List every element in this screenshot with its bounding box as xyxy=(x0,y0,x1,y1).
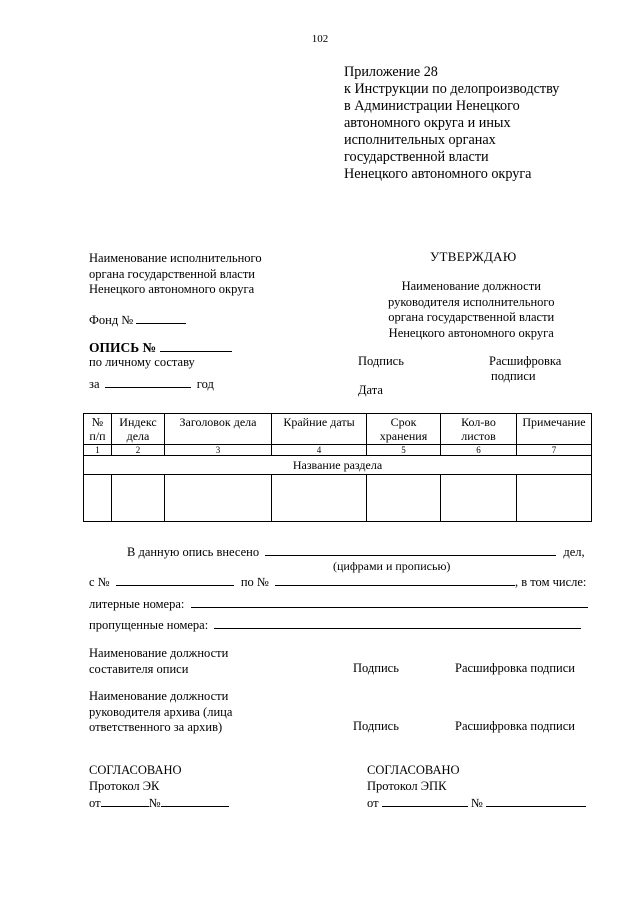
compiler-signature-label: Подпись xyxy=(353,661,399,675)
org-line: органа государственной власти xyxy=(89,266,255,281)
year-blank[interactable] xyxy=(105,375,191,388)
approval-line: руководителя исполнительного xyxy=(388,294,555,309)
agreed-left-number-blank[interactable] xyxy=(161,794,229,807)
agreed-left-title: СОГЛАСОВАНО xyxy=(89,763,182,777)
to-label: по № xyxy=(240,575,269,589)
table-cell[interactable] xyxy=(517,475,592,522)
compiler-position xyxy=(89,646,228,677)
fond-number-blank[interactable] xyxy=(136,311,186,324)
org-line: Наименование исполнительного xyxy=(89,251,262,265)
from-number-blank[interactable] xyxy=(116,573,234,586)
column-number: 5 xyxy=(367,445,441,456)
entered-count-blank[interactable] xyxy=(265,543,556,556)
archive-signature-label: Подпись xyxy=(353,719,399,733)
header-cell-title: Заголовок дела xyxy=(165,414,272,445)
agreed-right-protocol: Протокол ЭПК xyxy=(367,779,447,793)
letter-numbers-label: литерные номера: xyxy=(89,597,185,611)
table-cell[interactable] xyxy=(165,475,272,522)
year-prefix: за xyxy=(89,377,100,391)
column-number: 4 xyxy=(272,445,367,456)
skipped-numbers-label: пропущенные номера: xyxy=(89,618,209,632)
cases-suffix: дел, xyxy=(563,545,585,559)
appendix-line: автономного округа и иных xyxy=(344,115,511,131)
agreed-right-date-field xyxy=(367,794,586,811)
compiler-decode-label: Расшифровка подписи xyxy=(455,661,575,675)
agreed-right-number-label: № xyxy=(470,796,483,810)
column-number-row xyxy=(84,445,592,456)
agreed-left-date-blank[interactable] xyxy=(101,794,149,807)
table-row xyxy=(84,475,592,522)
agreed-left-from-label: от xyxy=(89,796,101,810)
approval-decode-label-2: подписи xyxy=(491,369,536,383)
fond-label: Фонд № xyxy=(89,313,134,327)
column-number: 3 xyxy=(165,445,272,456)
agreed-left-date-field xyxy=(89,794,229,811)
appendix-header xyxy=(344,64,559,183)
table-cell[interactable] xyxy=(367,475,441,522)
archive-head-line: ответственного за архив) xyxy=(89,720,223,734)
entered-field xyxy=(127,543,585,559)
agreed-right-from-label: от xyxy=(367,796,379,810)
section-title: Название раздела xyxy=(84,456,592,475)
to-number-blank[interactable] xyxy=(275,573,515,586)
page-number: 102 xyxy=(311,33,329,45)
year-field xyxy=(89,375,214,391)
skipped-numbers-field xyxy=(89,616,581,632)
year-suffix: год xyxy=(196,377,214,391)
archive-head-line: руководителя архива (лица xyxy=(89,704,233,719)
fond-field xyxy=(89,311,186,327)
agreed-right-date-blank[interactable] xyxy=(382,794,468,807)
table-cell[interactable] xyxy=(112,475,165,522)
agreed-right-number-blank[interactable] xyxy=(486,794,586,807)
including-label: , в том числе: xyxy=(514,575,587,589)
header-cell-number: № п/п xyxy=(84,414,112,445)
approval-decode-label-1: Расшифровка xyxy=(489,354,562,368)
organization-block xyxy=(89,251,262,298)
table-header-row xyxy=(84,414,592,445)
archive-decode-label: Расшифровка подписи xyxy=(455,719,575,733)
appendix-line: к Инструкции по делопроизводству xyxy=(344,81,560,97)
approval-position-block xyxy=(388,279,555,341)
archive-head-line: Наименование должности xyxy=(89,689,229,703)
appendix-line: Ненецкого автономного округа xyxy=(344,166,532,182)
approval-line: Ненецкого автономного округа xyxy=(388,325,554,340)
section-row xyxy=(84,456,592,475)
agreed-left-protocol: Протокол ЭК xyxy=(89,779,160,793)
approval-line: Наименование должности xyxy=(401,279,541,293)
from-label: с № xyxy=(89,575,110,589)
column-number: 2 xyxy=(112,445,165,456)
approval-title: УТВЕРЖДАЮ xyxy=(430,249,517,264)
column-number: 1 xyxy=(84,445,112,456)
opis-label: ОПИСЬ № xyxy=(89,340,157,355)
inventory-table xyxy=(83,413,592,522)
agreed-right-block xyxy=(367,762,586,811)
range-field xyxy=(89,573,586,589)
table-cell[interactable] xyxy=(441,475,517,522)
appendix-line: Приложение 28 xyxy=(344,64,438,80)
compiler-line: составителя описи xyxy=(89,661,189,676)
header-cell-note: Примечание xyxy=(517,414,592,445)
header-cell-retention: Срок хранения xyxy=(367,414,441,445)
appendix-line: государственной власти xyxy=(344,149,489,165)
header-cell-dates: Крайние даты xyxy=(272,414,367,445)
appendix-line: в Администрации Ненецкого xyxy=(344,98,520,114)
org-line: Ненецкого автономного округа xyxy=(89,282,255,296)
header-cell-index: Индекс дела xyxy=(112,414,165,445)
letter-numbers-field xyxy=(89,595,588,611)
agreed-left-number-label: № xyxy=(148,796,161,810)
archive-head-position xyxy=(89,689,232,736)
appendix-line: исполнительных органах xyxy=(344,132,496,148)
opis-number-blank[interactable] xyxy=(160,339,232,352)
approval-date-label: Дата xyxy=(358,383,383,397)
agreed-left-block xyxy=(89,762,229,811)
count-hint: (цифрами и прописью) xyxy=(333,559,451,573)
compiler-line: Наименование должности xyxy=(89,646,229,660)
column-number: 6 xyxy=(441,445,517,456)
entered-label: В данную опись внесено xyxy=(127,545,260,559)
agreed-right-title: СОГЛАСОВАНО xyxy=(367,763,460,777)
approval-signature-label: Подпись xyxy=(358,354,404,368)
skipped-numbers-blank[interactable] xyxy=(214,616,581,629)
approval-line: органа государственной власти xyxy=(388,310,555,324)
column-number: 7 xyxy=(517,445,592,456)
personnel-label: по личному составу xyxy=(89,355,195,369)
opis-field xyxy=(89,339,232,356)
header-cell-sheets: Кол-во листов xyxy=(441,414,517,445)
letter-numbers-blank[interactable] xyxy=(191,595,588,608)
table-cell[interactable] xyxy=(272,475,367,522)
table-cell[interactable] xyxy=(84,475,112,522)
